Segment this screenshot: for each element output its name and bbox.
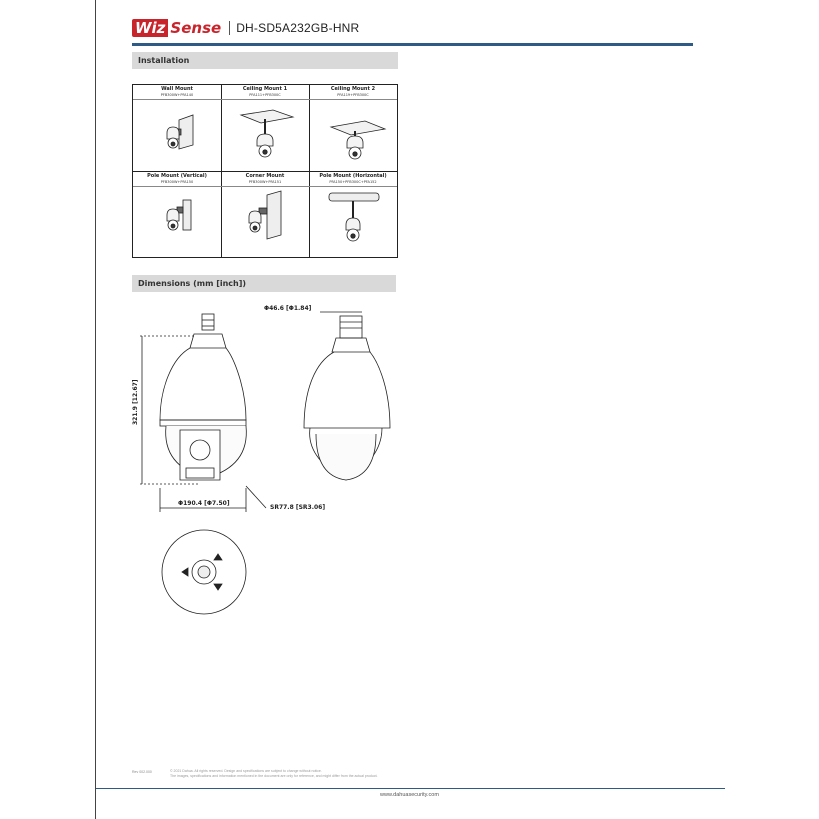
- side-view: [304, 312, 390, 480]
- footer-rule: [96, 788, 725, 789]
- header-separator: [229, 21, 230, 35]
- copyright-line-1: © 2021 Dahua. All rights reserved. Design and specifications are subject to change without notice.: [170, 769, 322, 773]
- width-label: Φ190.4 [Φ7.50]: [178, 500, 230, 507]
- page-header: [132, 18, 359, 38]
- dimensions-section-title: Dimensions (mm [inch]): [132, 275, 396, 292]
- installation-table: [132, 84, 398, 258]
- copyright-line-2: The images, specifications and information mentioned in the document are only for reference, and might differ from the actual product.: [170, 774, 378, 778]
- installation-section-title: Installation: [132, 52, 398, 69]
- pole-horizontal-illustration: [329, 193, 379, 241]
- mount-name: Ceiling Mount 2: [330, 86, 376, 92]
- bottom-view: [162, 530, 246, 614]
- mount-code: PFA150+PFB300C+PFA152: [329, 180, 377, 184]
- ceiling-mount-1-illustration: [241, 110, 293, 157]
- copyright-notice: [170, 769, 470, 779]
- height-label: 321.9 [12.67]: [132, 379, 139, 425]
- wall-mount-illustration: [167, 115, 193, 149]
- website-link[interactable]: www.dahuasecurity.com: [380, 792, 439, 798]
- top-diameter-label: Φ46.6 [Φ1.84]: [264, 305, 312, 312]
- page-margin-line: [95, 0, 96, 819]
- mount-code: PFB300W+PFA140: [160, 93, 194, 97]
- front-view: [140, 314, 266, 512]
- logo-sense-text: Sense: [170, 19, 222, 37]
- corner-mount-illustration: [249, 191, 281, 239]
- logo-wiz-text: Wiz: [132, 19, 168, 37]
- ceiling-mount-2-illustration: [331, 121, 385, 159]
- mount-code: PFB300W+PFA150: [160, 180, 194, 184]
- mount-code: PFB300W+PFA151: [248, 180, 282, 184]
- mount-name: Ceiling Mount 1: [242, 86, 288, 92]
- mount-name: Pole Mount (Horizontal): [319, 173, 387, 179]
- mount-name: Corner Mount: [245, 173, 285, 179]
- dimensions-drawing: [130, 298, 430, 618]
- revision-label: Rev 002.000: [132, 770, 152, 774]
- header-rule: [132, 43, 693, 46]
- mount-code: PFA119+PFB300C: [337, 93, 369, 97]
- pole-vertical-illustration: [167, 200, 191, 230]
- mount-illustrations: [133, 85, 397, 257]
- mount-name: Pole Mount (Vertical): [147, 173, 207, 179]
- mount-name: Wall Mount: [161, 86, 193, 92]
- mount-code: PFA111+PFB300C: [249, 93, 281, 97]
- dome-radius-label: SR77.8 [SR3.06]: [270, 504, 326, 511]
- wizsense-logo: [132, 19, 221, 37]
- model-number: DH-SD5A232GB-HNR: [236, 21, 360, 35]
